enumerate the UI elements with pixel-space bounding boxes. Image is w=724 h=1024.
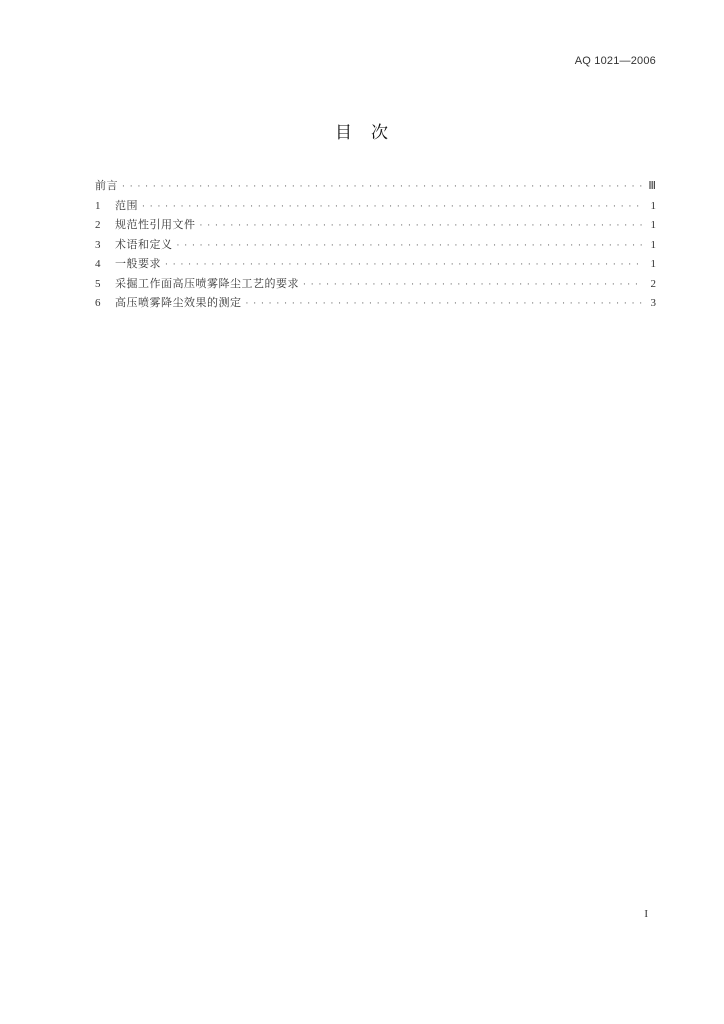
toc-entry-label: 一般要求 [115, 257, 161, 270]
toc-entry-normative-references[interactable] [95, 215, 656, 235]
toc-entry-number: 1 [95, 199, 101, 212]
toc-entry-page: 1 [650, 219, 656, 231]
toc-leader-dots [142, 198, 642, 218]
toc-entry-label: 范围 [115, 198, 138, 212]
toc-leader-dots [177, 237, 643, 257]
toc-entry-page: 1 [650, 238, 656, 251]
toc-leader-dots [246, 295, 643, 315]
toc-entry-effect-measurement[interactable] [95, 293, 656, 313]
toc-entry-general-requirements[interactable] [95, 254, 656, 274]
toc-entry-terms[interactable] [95, 235, 656, 255]
toc-entry-foreword[interactable] [95, 176, 656, 196]
toc-entry-label: 规范性引用文件 [115, 218, 196, 231]
toc-entry-page: Ⅲ [648, 180, 656, 192]
toc-leader-dots [122, 178, 642, 198]
toc-entry-label: 术语和定义 [115, 237, 173, 251]
standard-code: AQ 1021—2006 [574, 55, 656, 67]
toc-title: 目 次 [335, 123, 389, 143]
toc-entry-number: 4 [95, 258, 101, 270]
toc-entry-page: 1 [650, 258, 656, 270]
toc-entry-label: 采掘工作面高压喷雾降尘工艺的要求 [115, 276, 299, 290]
toc-list [95, 176, 656, 313]
toc-entry-page: 2 [650, 277, 656, 290]
toc-entry-page: 3 [650, 297, 656, 309]
toc-entry-number: 3 [95, 238, 101, 251]
toc-entry-label: 前言 [95, 179, 118, 192]
toc-entry-number: 6 [95, 297, 101, 309]
toc-entry-label: 高压喷雾降尘效果的测定 [115, 296, 242, 309]
toc-entry-page: 1 [650, 199, 656, 212]
page-number: I [644, 908, 648, 920]
toc-entry-number: 5 [95, 277, 101, 290]
toc-leader-dots [303, 276, 642, 296]
toc-entry-scope[interactable] [95, 196, 656, 216]
toc-leader-dots [200, 217, 643, 237]
toc-entry-number: 2 [95, 219, 101, 231]
toc-entry-spray-process-requirements[interactable] [95, 274, 656, 294]
